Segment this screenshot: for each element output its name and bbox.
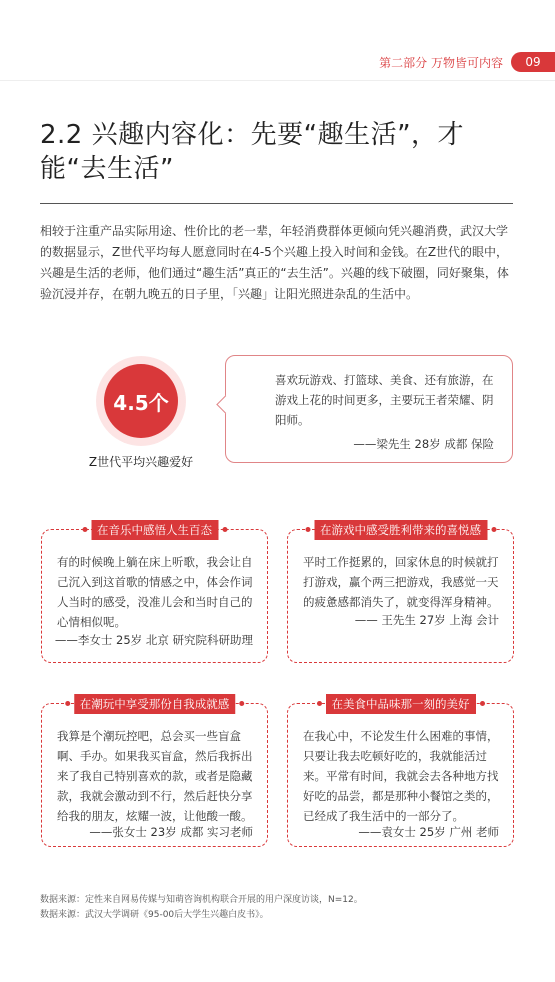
interview-card-toys — [41, 697, 268, 847]
stat-caption: Z世代平均兴趣爱好 — [88, 455, 194, 469]
source-note: 数据来源：定性来自网易传媒与知萌咨询机构联合开展的用户深度访谈，N=12。 — [40, 895, 363, 905]
quote-signature: ——梁先生 28岁 成都 保险 — [353, 437, 494, 451]
card-text: 我算是个潮玩控吧，总会买一些盲盒啊、手办。如果我买盲盒，然后我拆出来了我自己特别喜欢的款，或者是隐藏款，我就会激动到不行，然后赶快分享给我的朋友，炫耀一波，让他酸一酸。 — [57, 729, 253, 823]
card-text: 有的时候晚上躺在床上听歌，我会让自己沉入到这首歌的情感之中，体会作词人当时的感受，没准儿会和当时自己的心情相似呢。 — [57, 555, 253, 629]
card-text: 在我心中，不论发生什么困难的事情，只要让我去吃顿好吃的，我就能活过来。平常有时间，我就会去各种地方找好吃的品尝，都是那种小餐馆之类的，已经成了我生活中的一部分了。 — [303, 729, 499, 823]
interview-card-food — [287, 697, 514, 847]
section-title: 第二部分 万物皆可内容 — [379, 55, 503, 70]
data-sources — [40, 893, 363, 923]
page-title: 2.2 兴趣内容化：先要“趣生活”，才能“去生活” — [40, 120, 465, 184]
quote-bubble-tail — [216, 395, 234, 413]
interview-card-game — [287, 523, 514, 663]
card-signature: ——袁女士 25岁 广州 老师 — [358, 825, 499, 839]
card-label: 在美食中品味那一刻的美好 — [326, 694, 476, 714]
card-signature: —— 王先生 27岁 上海 会计 — [354, 613, 499, 627]
header-divider — [0, 80, 555, 81]
interview-card-music — [41, 523, 268, 663]
card-signature: ——张女士 23岁 成都 实习老师 — [89, 825, 253, 839]
quote-text: 喜欢玩游戏、打篮球、美食、还有旅游，在游戏上花的时间更多，主要玩王者荣耀、阴阳师。 — [275, 373, 494, 427]
card-signature: ——李女士 25岁 北京 研究院科研助理 — [54, 633, 253, 647]
page-number: 09 — [511, 52, 555, 72]
stat-circle: 4.5个 — [104, 364, 178, 438]
card-text: 平时工作挺累的，回家休息的时候就打打游戏，赢个两三把游戏，我感觉一天的疲惫感都消失了，就变得浑身精神。 — [303, 555, 499, 609]
card-label: 在游戏中感受胜利带来的喜悦感 — [314, 520, 487, 540]
card-label: 在音乐中感悟人生百态 — [91, 520, 218, 540]
title-divider — [40, 203, 513, 204]
page-header — [379, 52, 555, 72]
intro-paragraph: 相较于注重产品实际用途、性价比的老一辈，年轻消费群体更倾向凭兴趣消费，武汉大学的数据显示，Z世代平均每人愿意同时在4-5个兴趣上投入时间和金钱。在Z世代的眼中，兴趣是生活的老师，他们通过“趣生活”真正的“去生活”。兴趣的线下破圈，同好聚集，体验沉浸并存，在朝九晚五的日子里，「兴趣」让阳光照进杂乱的生活中。 — [40, 224, 509, 301]
card-label: 在潮玩中享受那份自我成就感 — [74, 694, 236, 714]
quote-bubble — [225, 355, 513, 463]
source-note: 数据来源：武汉大学调研《95-00后大学生兴趣白皮书》。 — [40, 910, 269, 920]
